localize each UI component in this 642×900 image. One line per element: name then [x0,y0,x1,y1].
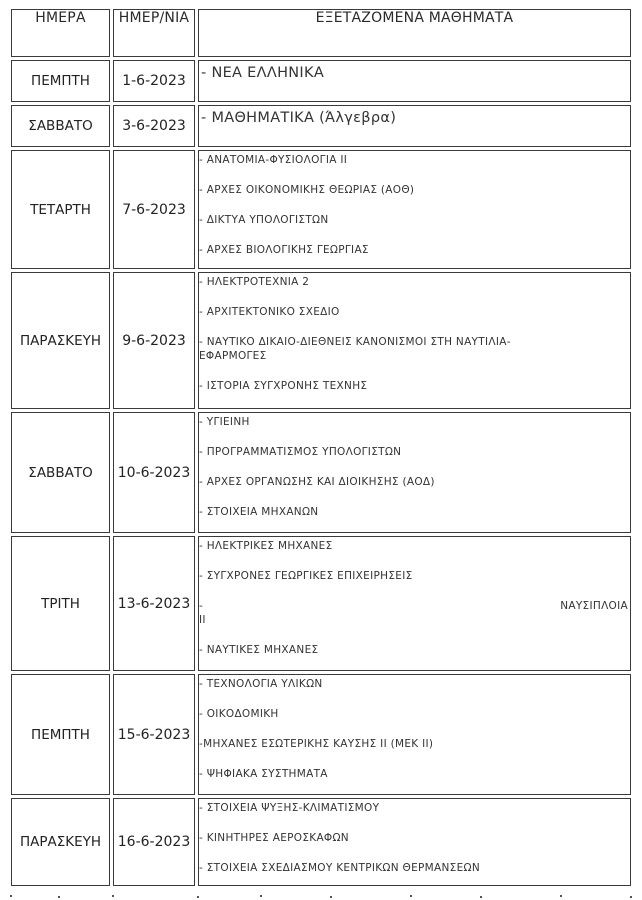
subjects-cell [198,272,631,409]
subject-item: - ΑΡΧΙΤΕΚΤΟΝΙΚΟ ΣΧΕΔΙΟ [199,306,340,318]
day-cell: ΤΡΙΤΗ [11,536,110,671]
header-date: ΗΜΕΡ/ΝΙΑ [113,9,195,57]
subject-item: - ΑΡΧΕΣ ΟΙΚΟΝΟΜΙΚΗΣ ΘΕΩΡΙΑΣ (ΑΟΘ) [199,184,415,196]
subjects-cell [198,150,631,269]
subject-item: - ΗΛΕΚΤΡΟΤΕΧΝΙΑ 2 [199,276,310,288]
subject-item-dash: - [199,600,204,612]
subjects-cell [198,105,631,147]
subject-item [199,335,630,363]
table-row [11,272,631,409]
subjects-cell [198,60,631,102]
day-cell: ΣΑΒΒΑΤΟ [11,412,110,533]
subject-item: - ΗΛΕΚΤΡΙΚΕΣ ΜΗΧΑΝΕΣ [199,540,333,552]
subject-item: - ΥΓΙΕΙΝΗ [199,416,250,428]
date-cell: 9-6-2023 [113,272,195,409]
subject-item: - ΜΑΘΗΜΑΤΙΚΑ (Άλγεβρα) [201,110,397,126]
table-row [11,674,631,795]
subjects-cell [198,798,631,886]
date-cell: 7-6-2023 [113,150,195,269]
table-row [11,150,631,269]
subject-item: -ΜΗΧΑΝΕΣ ΕΣΩΤΕΡΙΚΗΣ ΚΑΥΣΗΣ ΙΙ (ΜΕΚ ΙΙ) [199,738,434,750]
cropped-next-row-edge [0,893,642,900]
date-cell: 10-6-2023 [113,412,195,533]
subject-item: - ΑΡΧΕΣ ΟΡΓΑΝΩΣΗΣ ΚΑΙ ΔΙΟΙΚΗΣΗΣ (ΑΟΔ) [199,476,435,488]
day-cell: ΠΕΜΠΤΗ [11,60,110,102]
subject-item: - ΔΙΚΤΥΑ ΥΠΟΛΟΓΙΣΤΩΝ [199,214,329,226]
subject-item: - ΣΤΟΙΧΕΙΑ ΨΥΞΗΣ-ΚΛΙΜΑΤΙΣΜΟΥ [199,802,380,814]
date-cell: 16-6-2023 [113,798,195,886]
subjects-cell [198,536,631,671]
table-row [11,536,631,671]
day-cell: ΤΕΤΑΡΤΗ [11,150,110,269]
subject-item-split [199,599,630,613]
subject-item: - ΣΤΟΙΧΕΙΑ ΣΧΕΔΙΑΣΜΟΥ ΚΕΝΤΡΙΚΩΝ ΘΕΡΜΑΝΣΕΩΝ [199,862,481,874]
subject-item: - ΝΕΑ ΕΛΛΗΝΙΚΑ [201,65,325,81]
table-row [11,60,631,102]
subject-item: - ΣΤΟΙΧΕΙΑ ΜΗΧΑΝΩΝ [199,506,319,518]
subject-item-continuation: ΕΦΑΡΜΟΓΕΣ [199,350,267,362]
subject-item: - ΣΥΓΧΡΟΝΕΣ ΓΕΩΡΓΙΚΕΣ ΕΠΙΧΕΙΡΗΣΕΙΣ [199,570,413,582]
day-cell: ΣΑΒΒΑΤΟ [11,105,110,147]
subject-item: - ΝΑΥΤΙΚΕΣ ΜΗΧΑΝΕΣ [199,644,319,656]
subject-item-continuation: ΙΙ [199,614,206,626]
subject-item: - ΨΗΦΙΑΚΑ ΣΥΣΤΗΜΑΤΑ [199,768,328,780]
day-cell: ΠΑΡΑΣΚΕΥΗ [11,798,110,886]
subject-item: - ΑΡΧΕΣ ΒΙΟΛΟΓΙΚΗΣ ΓΕΩΡΓΙΑΣ [199,244,369,256]
subject-item: - ΚΙΝΗΤΗΡΕΣ ΑΕΡΟΣΚΑΦΩΝ [199,832,349,844]
date-cell: 15-6-2023 [113,674,195,795]
table-row [11,105,631,147]
date-cell: 1-6-2023 [113,60,195,102]
table-row [11,798,631,886]
table-header-row [11,9,631,57]
date-cell: 3-6-2023 [113,105,195,147]
subjects-cell [198,412,631,533]
subject-item [199,599,630,627]
header-day: ΗΜΕΡΑ [11,9,110,57]
subject-item: - ΑΝΑΤΟΜΙΑ-ΦΥΣΙΟΛΟΓΙΑ ΙΙ [199,154,348,166]
day-cell: ΠΑΡΑΣΚΕΥΗ [11,272,110,409]
table-row [11,412,631,533]
subject-item: - ΤΕΧΝΟΛΟΓΙΑ ΥΛΙΚΩΝ [199,678,323,690]
day-cell: ΠΕΜΠΤΗ [11,674,110,795]
header-subjects: ΕΞΕΤΑΖΟΜΕΝΑ ΜΑΘΗΜΑΤΑ [198,9,631,57]
subject-item-line: - ΝΑΥΤΙΚΟ ΔΙΚΑΙΟ-ΔΙΕΘΝΕΙΣ ΚΑΝΟΝΙΣΜΟΙ ΣΤΗ ΝΑΥΤΙΛΙΑ- [199,336,511,348]
subject-item: - ΟΙΚΟΔΟΜΙΚΗ [199,708,279,720]
date-cell: 13-6-2023 [113,536,195,671]
subjects-cell [198,674,631,795]
subject-item: - ΠΡΟΓΡΑΜΜΑΤΙΣΜΟΣ ΥΠΟΛΟΓΙΣΤΩΝ [199,446,402,458]
exam-schedule [8,6,634,889]
subject-item: - ΙΣΤΟΡΙΑ ΣΥΓΧΡΟΝΗΣ ΤΕΧΝΗΣ [199,380,368,392]
subject-item-right-text: ΝΑΥΣΙΠΛΟΙΑ [560,600,628,612]
exam-schedule-table [8,6,634,889]
